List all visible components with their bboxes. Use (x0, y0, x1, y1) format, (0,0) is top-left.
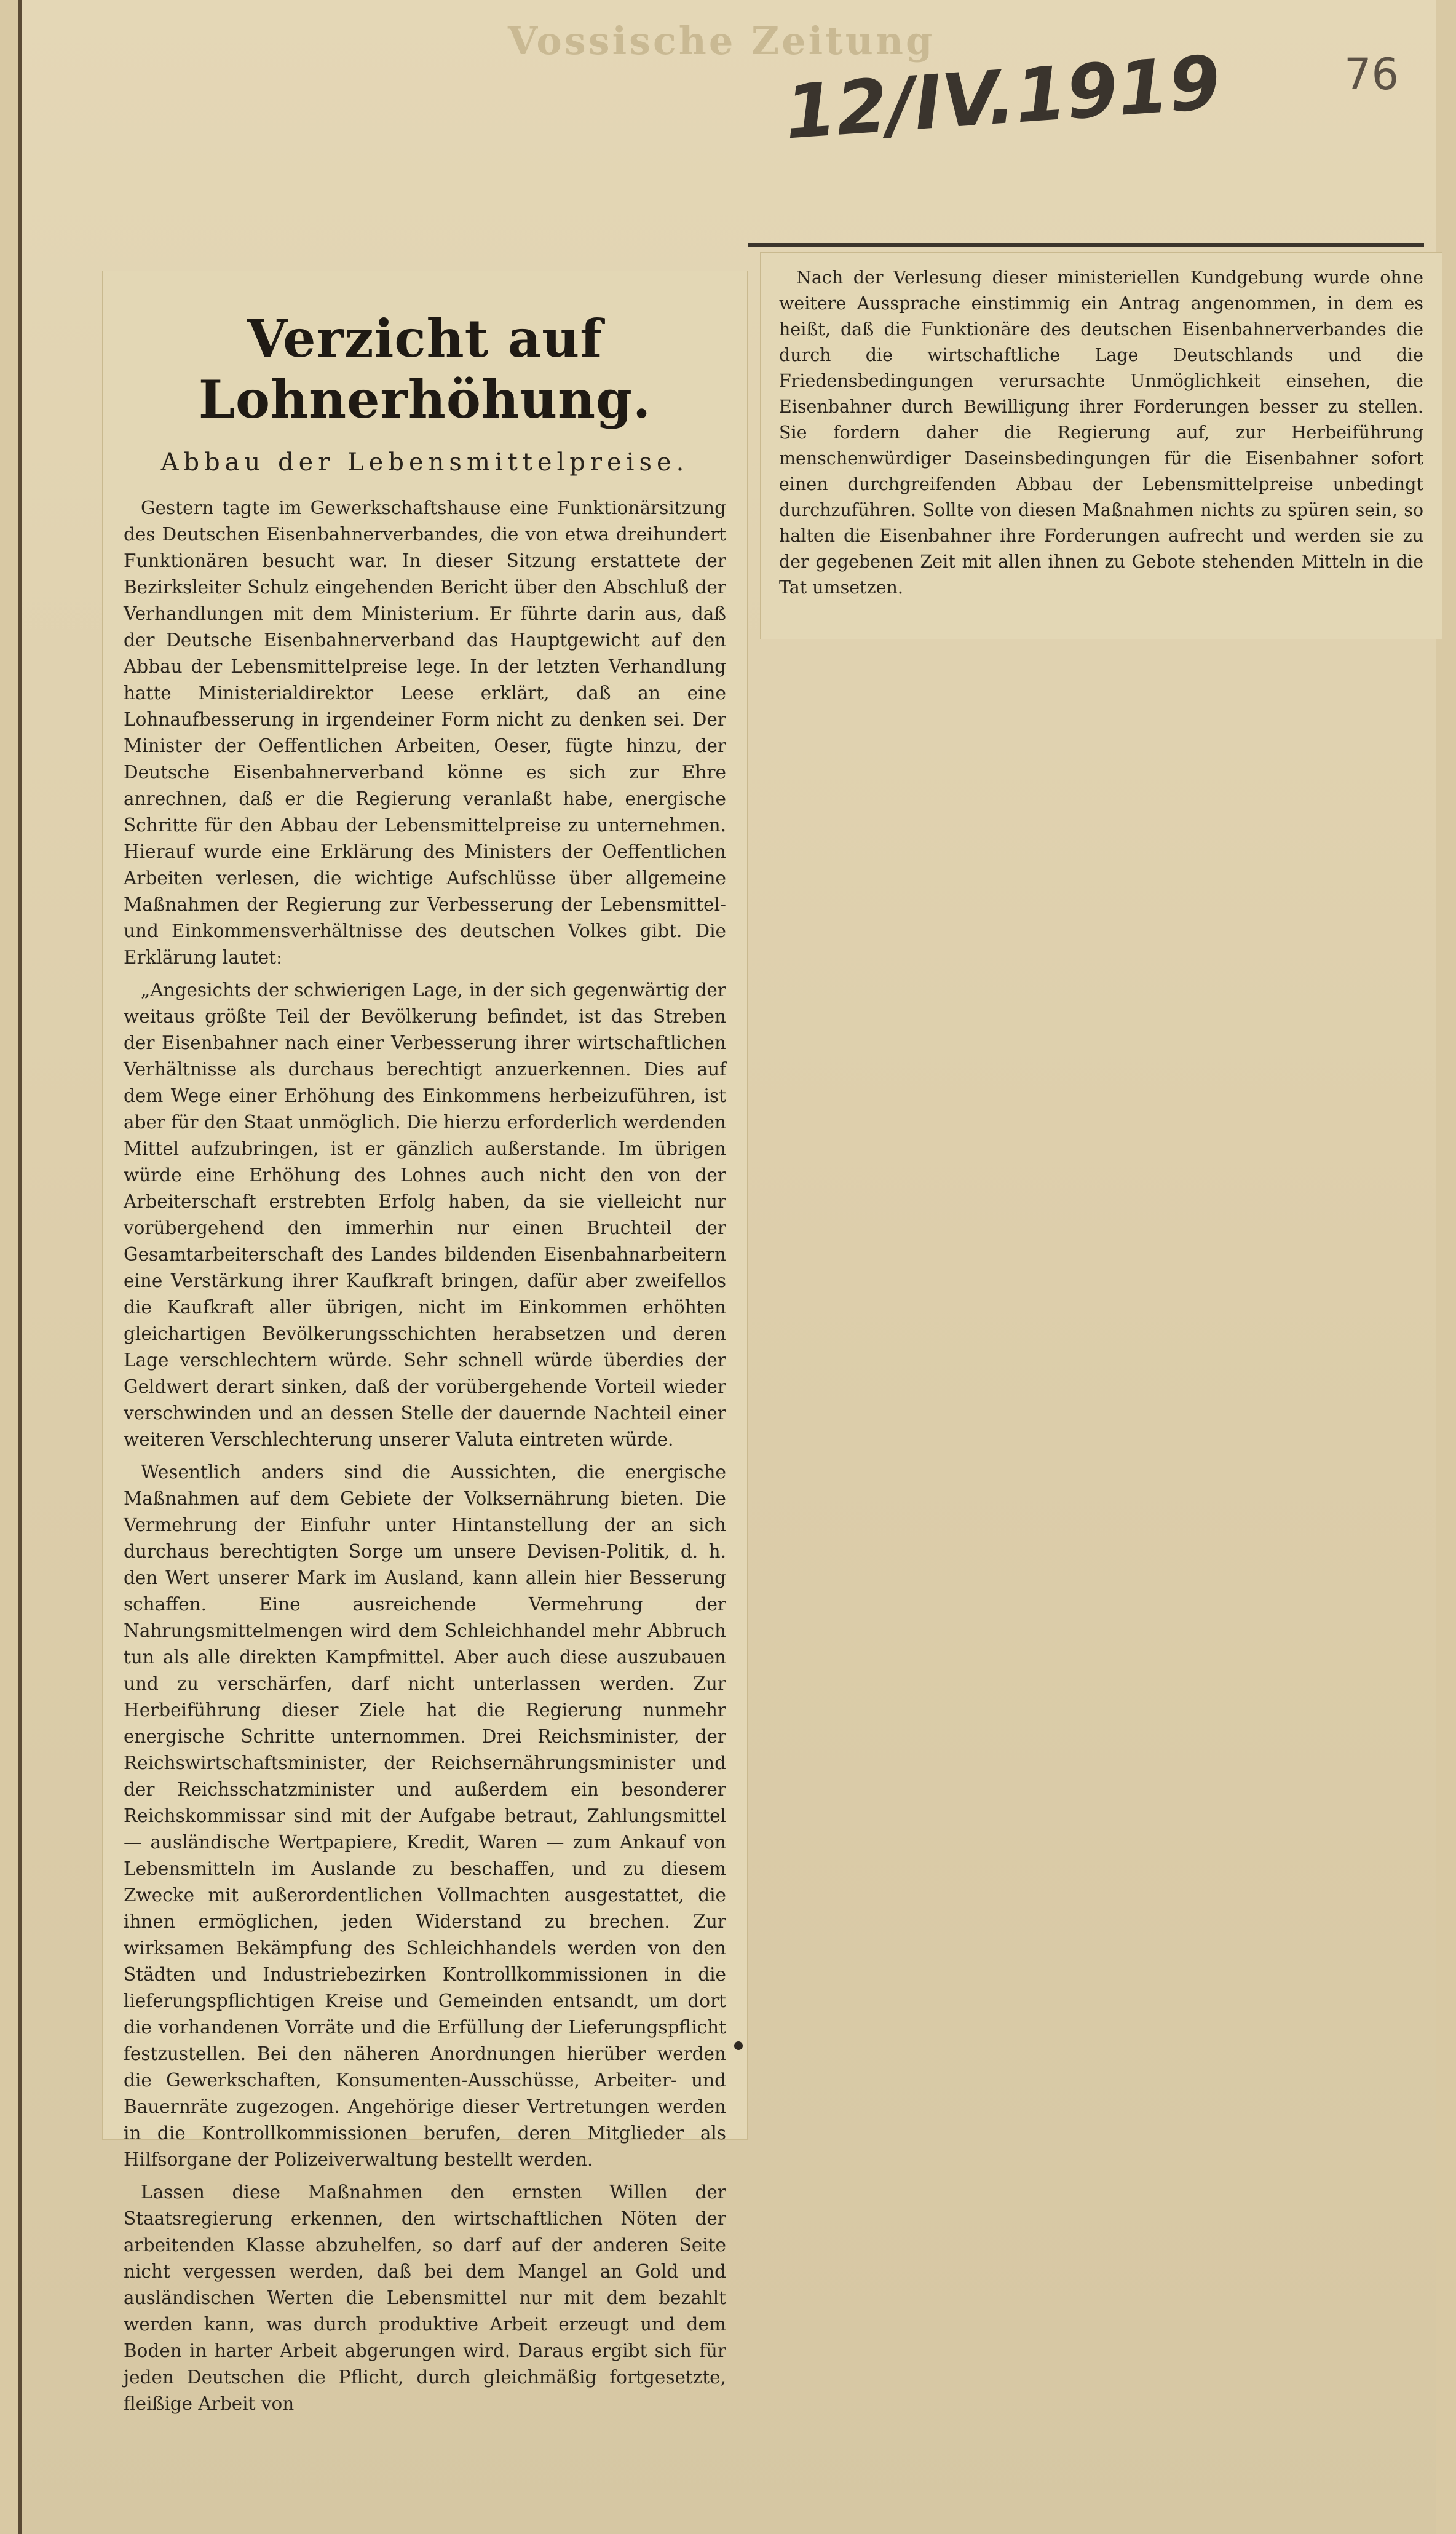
article-paragraph: Gestern tagte im Gewerkschaftshause eine Funktionärsitzung des Deutschen Eisenbahnerverbandes, die von etwa dreihundert Funktionären besucht war. In dieser Sitzung erstattete der Bezirksleiter Schulz eingehenden Bericht über den Abschluß der Verhandlungen mit dem Ministerium. Er führte darin aus, daß der Deutsche Eisenbahnerverband das Hauptgewicht auf den Abbau der Lebensmittelpreise lege. In der letzten Verhandlung hatte Ministerialdirektor Leese erklärt, daß an eine Lohnaufbesserung in irgendeiner Form nicht zu denken sei. Der Minister der Oeffentlichen Arbeiten, Oeser, fügte hinzu, der Deutsche Eisenbahnerverband könne es sich zur Ehre anrechnen, daß er die Regierung veranlaßt habe, energische Schritte für den Abbau der Lebensmittelpreise zu unternehmen. Hierauf wurde eine Erklärung des Ministers der Oeffentlichen Arbeiten verlesen, die wichtige Aufschlüsse über allgemeine Maßnahmen der Regierung zur Verbesserung der Lebensmittel- und Einkommensverhältnisse des deutschen Volkes gibt. Die Erklärung lautet: (124, 497, 726, 968)
column-rule (748, 243, 1424, 247)
newspaper-sheet (18, 0, 1436, 2534)
article-paragraph: „Angesichts der schwierigen Lage, in der sich gegenwärtig der weitaus größte Teil der Bevölkerung befindet, ist das Streben der Eisenbahner nach einer Verbesserung ihrer wirtschaftlichen Verhältnisse als durchaus berechtigt anzuerkennen. Dies auf dem Wege einer Erhöhung des Einkommens herbeizuführen, ist aber für den Staat unmöglich. Die hierzu erforderlich werdenden Mittel aufzubringen, ist er gänzlich außerstande. Im übrigen würde eine Erhöhung des Lohnes auch nicht den von der Arbeiterschaft erstrebten Erfolg haben, da sie vielleicht nur vorübergehend den immerhin nur einen Bruchteil der Gesamtarbeiterschaft des Landes bildenden Eisenbahnarbeitern eine Verstärkung ihrer Kaufkraft bringen, dafür aber zweifellos die Kaufkraft aller übrigen, nicht im Einkommen erhöhten gleichartigen Bevölkerungsschichten herabsetzen und deren Lage verschlechtern würde. Sehr schnell würde überdies der Geldwert derart sinken, daß der vorübergehende Vorteil wieder verschwinden und an dessen Stelle der dauernde Nachteil einer weiteren Verschlechterung unserer Valuta eintreten würde. (124, 980, 726, 1450)
masthead: Vossische Zeitung (508, 18, 935, 63)
article-paragraph: Wesentlich anders sind die Aussichten, die energische Maßnahmen auf dem Gebiete der Volksernährung bieten. Die Vermehrung der Einfuhr unter Hintanstellung der an sich durchaus berechtigten Sorge um unsere Devisen-Politik, d. h. den Wert unserer Mark im Ausland, kann allein hier Besserung schaffen. Eine ausreichende Vermehrung der Nahrungsmittelmengen wird dem Schleichhandel mehr Abbruch tun als alle direkten Kampfmittel. Aber auch diese auszubauen und zu verschärfen, darf nicht unterlassen werden. Zur Herbeiführung dieser Ziele hat die Regierung nunmehr energische Schritte unternommen. Drei Reichsminister, der Reichswirtschaftsminister, der Reichsernährungsminister und der Reichsschatzminister und außerdem ein besonderer Reichskommissar sind mit der Aufgabe betraut, Zahlungsmittel — ausländische Wertpapiere, Kredit, Waren — zum Ankauf von Lebensmitteln im Auslande zu beschaffen, und zu diesem Zwecke mit außerordentlichen Vollmachten ausgestattet, die ihnen ermöglichen, jeden Widerstand zu brechen. Zur wirksamen Bekämpfung des Schleichhandels werden von den Städten und Industriebezirken Kontrollkommissionen in die lieferungspflichtigen Kreise und Gemeinden entsandt, um dort die vorhandenen Vorräte und die Erfüllung der Lieferungspflicht festzustellen. Bei den näheren Anordnungen hierüber werden die Gewerkschaften, Konsumenten-Ausschüsse, Arbeiter- und Bauernräte zugezogen. Angehörige dieser Vertretungen werden in die Kontrollkommissionen berufen, deren Mitglieder als Hilfsorgane der Polizeiverwaltung bestellt werden. (124, 1462, 726, 2170)
article-clipping-right (760, 252, 1442, 639)
handwritten-date: 12/IV.1919 (782, 40, 1224, 156)
article-subheadline: Abbau der Lebensmittelpreise. (160, 448, 689, 477)
ink-dot (734, 2041, 743, 2050)
article-headline: Verzicht auf Lohnerhöhung. (198, 308, 652, 430)
article-paragraph: Lassen diese Maßnahmen den ernsten Willen der Staatsregierung erkennen, den wirtschaftlichen Nöten der arbeitenden Klasse abzuhelfen, so darf auf der anderen Seite nicht vergessen werden, daß bei dem Mangel an Gold und ausländischen Werten die Lebensmittel nur mit dem bezahlt werden kann, was durch produktive Arbeit erzeugt und dem Boden in harter Arbeit abgerungen wird. Daraus ergibt sich für jeden Deutschen die Pflicht, durch gleichmäßig fortgesetzte, fleißige Arbeit von (124, 2182, 726, 2414)
article-clipping-left (102, 271, 748, 2414)
folio-number: 76 (1344, 49, 1399, 100)
article-paragraph: Nach der Verlesung dieser ministeriellen Kundgebung wurde ohne weitere Aussprache einstimmig ein Antrag angenommen, in dem es heißt, daß die Funktionäre des deutschen Eisenbahnerverbandes die durch die wirtschaftliche Lage Deutschlands und die Friedensbedingungen verursachte Unmöglichkeit einsehen, die Eisenbahner durch Bewilligung ihrer Forderungen besser zu stellen. Sie fordern daher die Regierung auf, zur Herbeiführung menschenwürdiger Daseinsbedingungen für die Eisenbahner sofort einen durchgreifenden Abbau der Lebensmittelpreise unbedingt durchzuführen. Sollte von diesen Maßnahmen nichts zu spüren sein, so halten die Eisenbahner ihre Forderungen aufrecht und werden sie zu der gegebenen Zeit mit allen ihnen zu Gebote stehenden Mitteln in die Tat umsetzen. (779, 267, 1423, 598)
